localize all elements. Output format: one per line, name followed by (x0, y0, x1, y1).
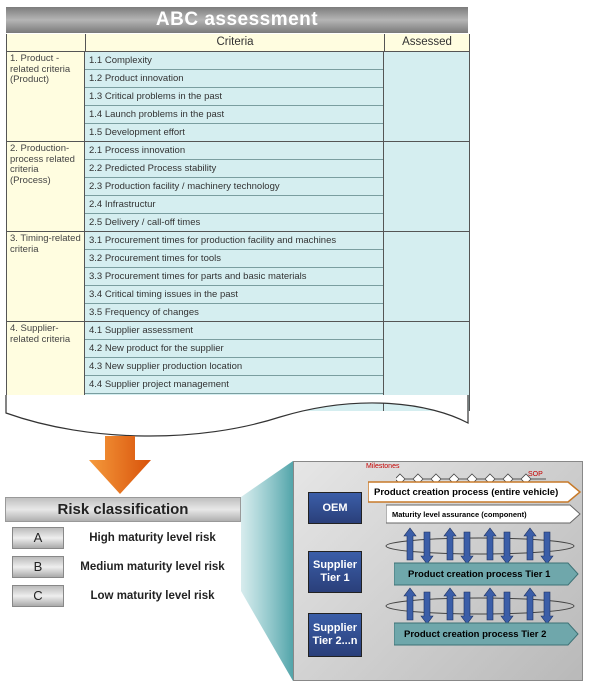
tier2-process-label: Product creation process Tier 2 (404, 629, 547, 640)
exchange-arrows-lower (382, 586, 578, 626)
oem-box: OEM (308, 492, 362, 524)
risk-row (5, 554, 241, 580)
criterion-row: 2.1 Process innovation (85, 142, 383, 160)
assessed-cell (384, 142, 469, 231)
teal-connector (241, 461, 295, 683)
group-items (85, 52, 384, 141)
criterion-row: 3.5 Frequency of changes (85, 304, 383, 321)
risk-title: Risk classification (5, 497, 241, 522)
risk-letter: A (12, 527, 64, 549)
group-label: 2. Production-process related criteria (Process) (7, 142, 85, 231)
milestones-label: Milestones (366, 463, 400, 470)
vehicle-process-label: Product creation process (entire vehicle) (374, 487, 559, 498)
criteria-group (7, 52, 469, 142)
criterion-row: 4.1 Supplier assessment (85, 322, 383, 340)
tier2-box: Supplier Tier 2...n (308, 613, 362, 657)
criterion-row: 1.1 Complexity (85, 52, 383, 70)
criteria-group (7, 142, 469, 232)
risk-label: Medium maturity level risk (80, 561, 225, 573)
risk-letter: C (12, 585, 64, 607)
assessed-cell (384, 52, 469, 141)
tier1-box: Supplier Tier 1 (308, 551, 362, 593)
criteria-table (6, 34, 470, 411)
torn-sheet-edge (0, 395, 480, 445)
criterion-row: 2.5 Delivery / call-off times (85, 214, 383, 231)
assessment-title: ABC assessment (6, 7, 468, 33)
criterion-row: 2.2 Predicted Process stability (85, 160, 383, 178)
group-items (85, 142, 384, 231)
criterion-row: 1.2 Product innovation (85, 70, 383, 88)
criterion-row: 3.1 Procurement times for production facility and machines (85, 232, 383, 250)
criterion-row: 1.3 Critical problems in the past (85, 88, 383, 106)
risk-row (5, 583, 241, 609)
assessed-cell (384, 232, 469, 321)
down-arrow-icon (87, 436, 153, 496)
header-blank-cell (7, 34, 86, 51)
criterion-row: 2.4 Infrastructur (85, 196, 383, 214)
sop-label: SOP (528, 471, 543, 478)
criterion-row: 3.3 Procurement times for parts and basic materials (85, 268, 383, 286)
maturity-label: Maturity level assurance (component) (392, 510, 527, 519)
risk-row (5, 525, 241, 551)
group-label: 3. Timing-related criteria (7, 232, 85, 321)
risk-label: High maturity level risk (89, 532, 216, 544)
criterion-row: 1.5 Development effort (85, 124, 383, 141)
criterion-row: 4.3 New supplier production location (85, 358, 383, 376)
criterion-row: 3.2 Procurement times for tools (85, 250, 383, 268)
exchange-arrows-upper (382, 524, 578, 566)
criterion-row: 3.4 Critical timing issues in the past (85, 286, 383, 304)
risk-classification (5, 497, 241, 609)
criterion-row: 1.4 Launch problems in the past (85, 106, 383, 124)
tier1-process-label: Product creation process Tier 1 (408, 569, 551, 580)
group-items (85, 232, 384, 321)
risk-label: Low maturity level risk (90, 590, 215, 602)
criterion-row: 2.3 Production facility / machinery technology (85, 178, 383, 196)
supply-chain-panel (293, 461, 583, 681)
group-label: 1. Product - related criteria (Product) (7, 52, 85, 141)
criterion-row: 4.2 New product for the supplier (85, 340, 383, 358)
risk-letter: B (12, 556, 64, 578)
criterion-row: 4.4 Supplier project management (85, 376, 383, 394)
assessed-header: Assessed (385, 34, 469, 51)
table-header (7, 34, 469, 52)
criteria-header: Criteria (86, 34, 385, 51)
criteria-group (7, 232, 469, 322)
group-label: 4. Supplier-related criteria (7, 322, 85, 411)
